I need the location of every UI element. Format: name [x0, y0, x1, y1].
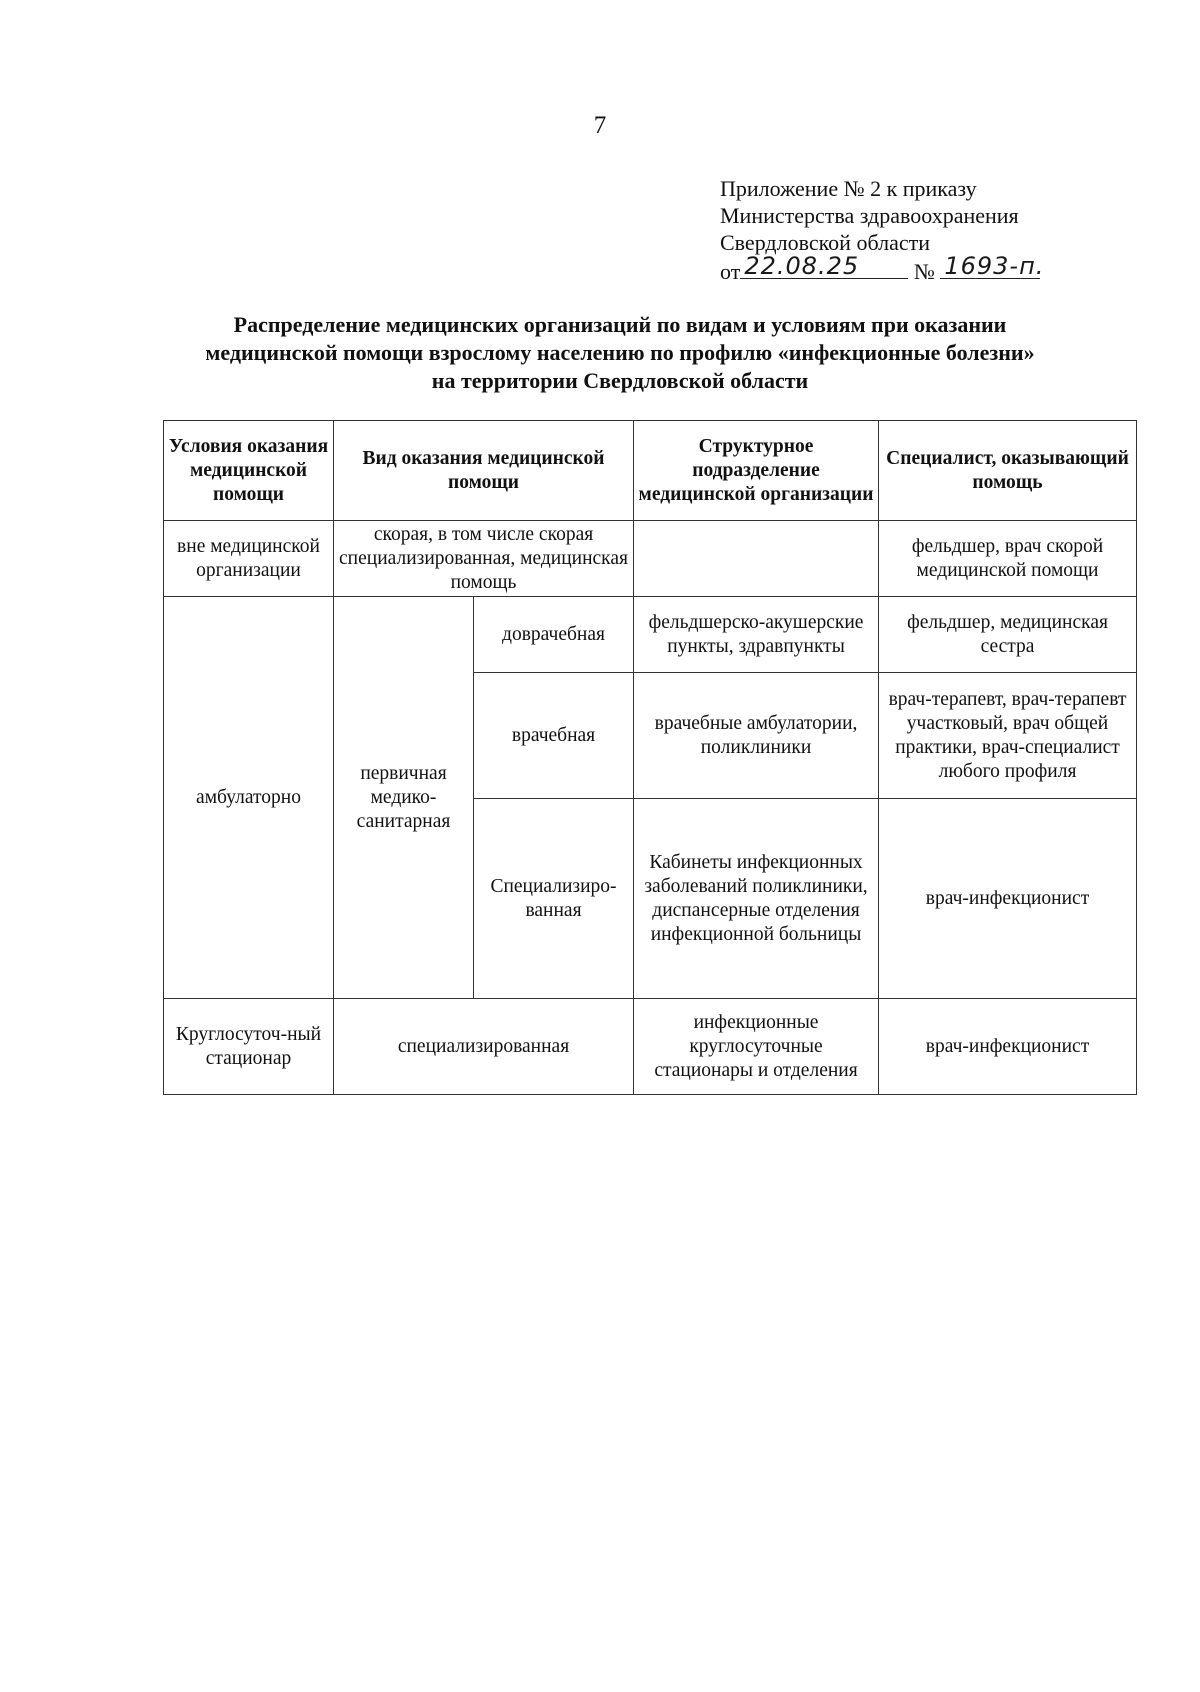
appendix-date-line [720, 252, 1045, 285]
handwritten-date: 22.08.25 [744, 252, 860, 280]
cell-unit: инфекционные круглосуточные стационары и отделения [634, 999, 879, 1095]
number-blank [940, 252, 1045, 280]
table-row [164, 597, 1137, 673]
cell-specialist: фельдшер, медицинская сестра [879, 597, 1137, 673]
cell-specialist: врач-терапевт, врач-терапевт участковый, врач общей практики, врач-специалист любого профиля [879, 673, 1137, 799]
cell-specialist: врач-инфекционист [879, 799, 1137, 999]
cell-specialist: врач-инфекционист [879, 999, 1137, 1095]
handwritten-number: 1693-п. [944, 252, 1045, 280]
distribution-table [163, 420, 1137, 1095]
header-specialist: Специалист, оказывающий помощь [879, 421, 1137, 521]
table-header-row [164, 421, 1137, 521]
appendix-block [720, 175, 1045, 285]
appendix-line-2: Министерства здравоохранения [720, 203, 1019, 228]
table-row [164, 999, 1137, 1095]
cell-conditions: вне медицинской организации [164, 521, 334, 597]
cell-conditions: амбулаторно [164, 597, 334, 999]
cell-unit: фельдшерско-акушерские пункты, здравпункты [634, 597, 879, 673]
cell-subtype: врачебная [474, 673, 634, 799]
cell-type: скорая, в том числе скорая специализированная, медицинская помощь [334, 521, 634, 597]
document-title [140, 311, 1100, 395]
cell-unit: врачебные амбулатории, поликлиники [634, 673, 879, 799]
date-prefix: от [720, 259, 741, 284]
appendix-line-3: Свердловской области [720, 230, 930, 255]
header-conditions: Условия оказания медицинской помощи [164, 421, 334, 521]
cell-type: первичная медико-санитарная [334, 597, 474, 999]
cell-conditions: Круглосуточ-ный стационар [164, 999, 334, 1095]
table-row [164, 521, 1137, 597]
page-number: 7 [593, 112, 607, 139]
cell-specialist: фельдшер, врач скорой медицинской помощи [879, 521, 1137, 597]
appendix-line-1: Приложение № 2 к приказу [720, 176, 977, 201]
header-type: Вид оказания медицинской помощи [334, 421, 634, 521]
date-blank [740, 252, 908, 280]
title-line-3: на территории Свердловской области [431, 368, 809, 393]
title-line-1: Распределение медицинских организаций по видам и условиям при оказании [233, 312, 1007, 337]
cell-subtype: Специализиро-ванная [474, 799, 634, 999]
title-line-2: медицинской помощи взрослому населению по профилю «инфекционные болезни» [205, 340, 1035, 365]
number-prefix: № [913, 259, 935, 284]
cell-type: специализированная [334, 999, 634, 1095]
cell-unit: Кабинеты инфекционных заболеваний поликлиники, диспансерные отделения инфекционной больницы [634, 799, 879, 999]
header-unit: Структурное подразделение медицинской организации [634, 421, 879, 521]
cell-unit [634, 521, 879, 597]
cell-subtype: доврачебная [474, 597, 634, 673]
